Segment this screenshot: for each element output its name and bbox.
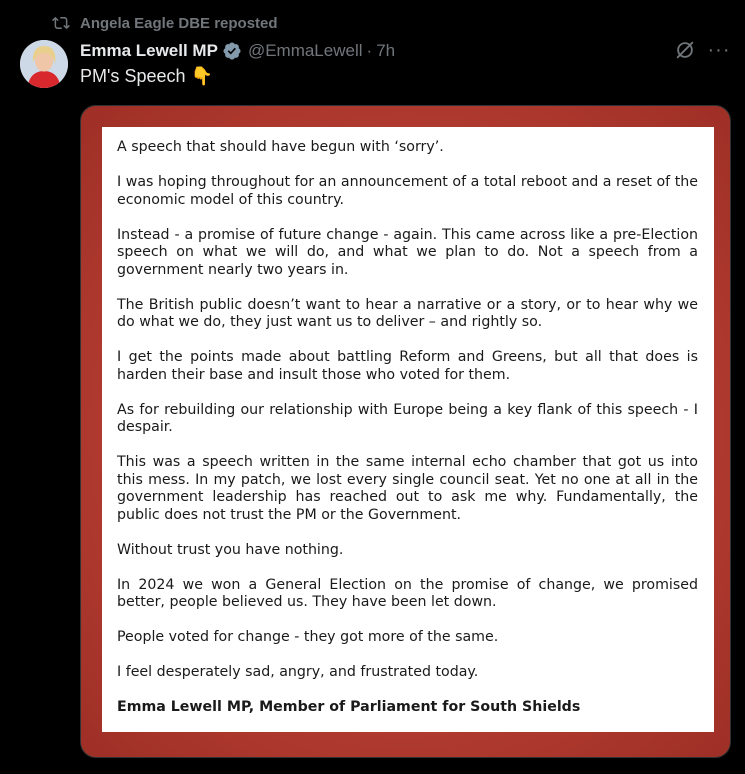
statement-paragraph: I get the points made about battling Reform and Greens, but all that does is harden their base and insult those who voted for them.: [117, 349, 698, 383]
statement-paragraph: A speech that should have begun with ‘sorry’.: [117, 139, 444, 155]
statement-paragraph: Without trust you have nothing.: [117, 541, 344, 558]
grok-icon[interactable]: [674, 39, 696, 61]
meta-separator: ·: [366, 41, 373, 60]
post-media-image[interactable]: [80, 105, 731, 758]
repost-label: Angela Eagle DBE reposted: [80, 14, 278, 32]
statement-paragraph: I feel desperately sad, angry, and frustrated today.: [117, 664, 479, 680]
repost-indicator[interactable]: [52, 12, 278, 34]
statement-signature: Emma Lewell MP, Member of Parliament for South Shields: [117, 699, 581, 715]
author-handle[interactable]: @EmmaLewell: [247, 41, 363, 60]
more-options-icon[interactable]: ···: [707, 38, 731, 61]
statement-paragraph: Instead - a promise of future change - again. This came across like a pre-Election speech on what we will do, and what we plan to do. Not a speech from a government nearly two years in.: [117, 226, 698, 278]
statement-document: [102, 127, 714, 732]
avatar[interactable]: [20, 40, 68, 88]
statement-paragraph: In 2024 we won a General Election on the promise of change, we promised better, people believed us. They have been let down.: [117, 576, 698, 610]
verified-badge-icon[interactable]: [222, 41, 242, 61]
statement-paragraph: The British public doesn’t want to hear a narrative or a story, or to hear why we do what we do, they just want us to deliver – and rightly so.: [117, 296, 698, 330]
repost-icon: [52, 14, 70, 32]
post-header: [80, 39, 395, 63]
statement-paragraph: As for rebuilding our relationship with Europe being a key flank of this speech - I despair.: [117, 401, 698, 435]
statement-paragraph: I was hoping throughout for an announcement of a total reboot and a reset of the economic model of this country.: [117, 174, 698, 208]
post-text: PM's Speech 👇: [80, 66, 213, 86]
statement-paragraph: People voted for change - they got more of the same.: [117, 629, 499, 645]
author-name[interactable]: Emma Lewell MP: [80, 41, 218, 60]
statement-paragraph: This was a speech written in the same internal echo chamber that got us into this mess. In my patch, we lost every single council seat. Yet no one at all in the government leadership has reached out to ask me why. Fundamentally, the public does not trust the PM or the Government.: [117, 454, 698, 523]
avatar-image: [20, 40, 68, 88]
post-timestamp[interactable]: 7h: [376, 41, 396, 60]
